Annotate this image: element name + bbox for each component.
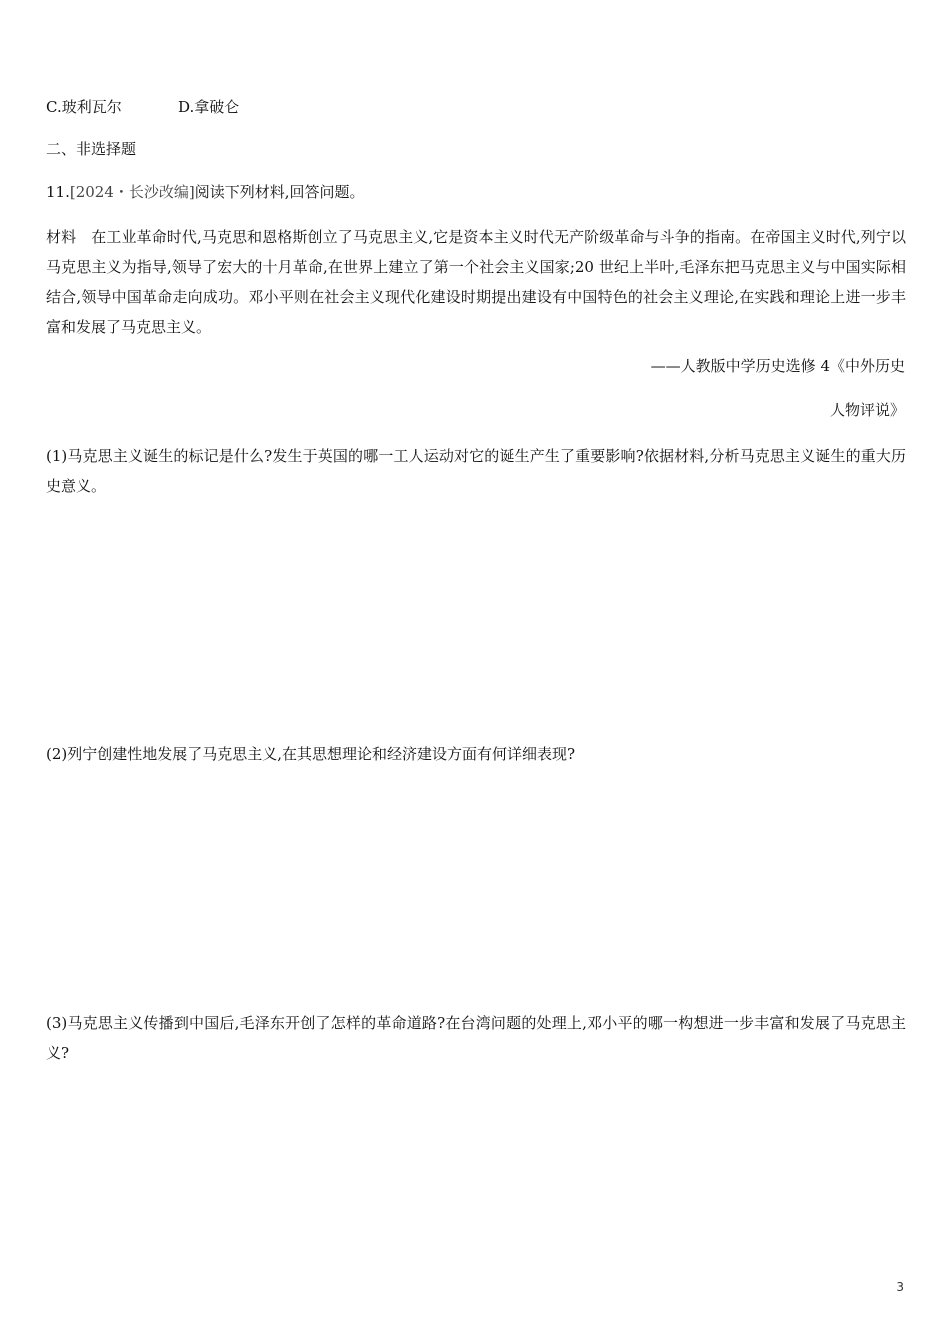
- citation-line-2: 人物评说》: [829, 401, 905, 419]
- question-source: [2024・长沙改编]: [69, 183, 195, 201]
- material-paragraph: 材料 在工业革命时代,马克思和恩格斯创立了马克思主义,它是资本主义时代无产阶级革命与斗争的指南。在帝国主义时代,列宁以马克思主义为指导,领导了宏大的十月革命,在世界上建立了第一个社会主义国家;20 世纪上半叶,毛泽东把马克思主义与中国实际相结合,领导中国革命走向成功。邓小平则在社会主义现代化建设时期提出建设有中国特色的社会主义理论,在实践和理论上进一步丰富和发展了马克思主义。: [46, 228, 906, 336]
- question-number: 11.: [46, 183, 70, 201]
- citation-line-1: ——人教版中学历史选修 4《中外历史: [650, 357, 905, 375]
- option-c: C.玻利瓦尔: [46, 98, 122, 116]
- page-number: 3: [896, 1280, 904, 1294]
- option-d: D.拿破仑: [178, 98, 240, 116]
- section-title: 二、非选择题: [46, 140, 137, 158]
- sub-question-3: (3)马克思主义传播到中国后,毛泽东开创了怎样的革命道路?在台湾问题的处理上,邓小平的哪一构想进一步丰富和发展了马克思主义?: [46, 1014, 906, 1062]
- question-header: [46, 181, 365, 202]
- sub-question-1: (1)马克思主义诞生的标记是什么?发生于英国的哪一工人运动对它的诞生产生了重要影响?依据材料,分析马克思主义诞生的重大历史意义。: [46, 447, 906, 495]
- sub-question-2: (2)列宁创建性地发展了马克思主义,在其思想理论和经济建设方面有何详细表现?: [46, 745, 576, 763]
- question-prompt: 阅读下列材料,回答问题。: [194, 183, 365, 201]
